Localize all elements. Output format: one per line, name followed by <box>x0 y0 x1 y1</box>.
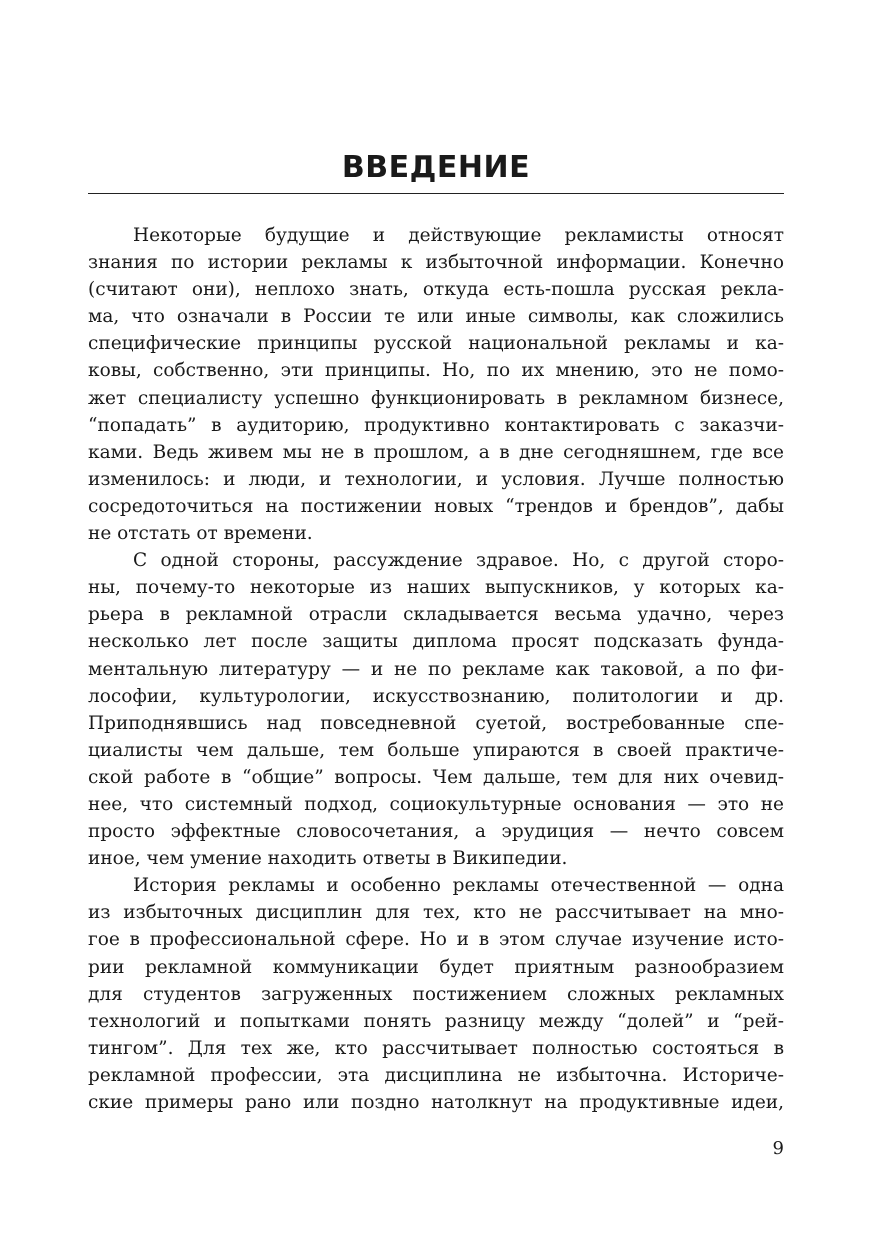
text-line: несколько лет после защиты диплома просят подсказать фунда- <box>88 631 784 653</box>
text-line: из избыточных дисциплин для тех, кто не рассчитывает на мно- <box>88 902 784 924</box>
page-number: 9 <box>772 1138 784 1159</box>
text-line: (считают они), неплохо знать, откуда есть-пошла русская рекла- <box>88 279 784 301</box>
text-line: для студентов загруженных постижением сложных рекламных <box>88 983 784 1005</box>
text-line: иное, чем умение находить ответы в Википедии. <box>88 848 568 870</box>
text-line: рекламной профессии, эта дисциплина не избыточна. Историче- <box>88 1064 784 1086</box>
heading-rule <box>88 193 784 194</box>
chapter-heading: ВВЕДЕНИЕ <box>341 150 531 185</box>
text-line: История рекламы и особенно рекламы отечественной — одна <box>133 875 784 897</box>
text-line: ментальную литературу — и не по рекламе как таковой, а по фи- <box>88 658 784 680</box>
text-line: специфические принципы русской национальной рекламы и ка- <box>88 333 784 355</box>
text-line: ма, что означали в России те или иные символы, как сложились <box>88 306 784 328</box>
text-line: ские примеры рано или поздно натолкнут на продуктивные идеи, <box>88 1092 784 1113</box>
text-line: ской работе в “общие” вопросы. Чем дальше, тем для них очевид- <box>88 766 784 788</box>
body-text <box>88 222 784 1116</box>
text-line: рьера в рекламной отрасли складывается весьма удачно, через <box>88 604 784 626</box>
text-line: тингом”. Для тех же, кто рассчитывает полностью состояться в <box>88 1037 784 1059</box>
text-line: “попадать” в аудиторию, продуктивно контактировать с заказчи- <box>88 414 784 436</box>
text-line: ны, почему-то некоторые из наших выпускников, у которых ка- <box>88 577 784 599</box>
text-line: нее, что системный подход, социокультурные основания — это не <box>88 793 784 815</box>
text-line: ковы, собственно, эти принципы. Но, по их мнению, это не помо- <box>88 360 784 382</box>
text-line: рии рекламной коммуникации будет приятным разнообразием <box>88 956 784 978</box>
text-line: просто эффектные словосочетания, а эрудиция — нечто совсем <box>88 821 784 843</box>
text-line: лософии, культурологии, искусствознанию, политологии и др. <box>88 685 784 707</box>
text-line: гое в профессиональной сфере. Но и в этом случае изучение исто- <box>88 929 784 951</box>
text-line: жет специалисту успешно функционировать в рекламном бизнесе, <box>88 387 784 409</box>
text-line: ками. Ведь живем мы не в прошлом, а в дне сегодняшнем, где все <box>88 441 784 463</box>
text-line: технологий и попытками понять разницу между “долей” и “рей- <box>88 1010 784 1032</box>
text-line: Некоторые будущие и действующие рекламисты относят <box>133 225 784 246</box>
text-line: циалисты чем дальше, тем больше упираются в своей практиче- <box>88 739 784 761</box>
text-line: не отстать от времени. <box>88 523 313 545</box>
text-line: изменилось: и люди, и технологии, и условия. Лучше полностью <box>88 468 784 490</box>
text-line: сосредоточиться на постижении новых “трендов и брендов”, дабы <box>88 495 784 517</box>
text-line: Приподнявшись над повседневной суетой, востребованные спе- <box>88 712 784 734</box>
text-line: знания по истории рекламы к избыточной информации. Конечно <box>88 252 784 274</box>
text-line: С одной стороны, рассуждение здравое. Но, с другой сторо- <box>133 550 784 572</box>
